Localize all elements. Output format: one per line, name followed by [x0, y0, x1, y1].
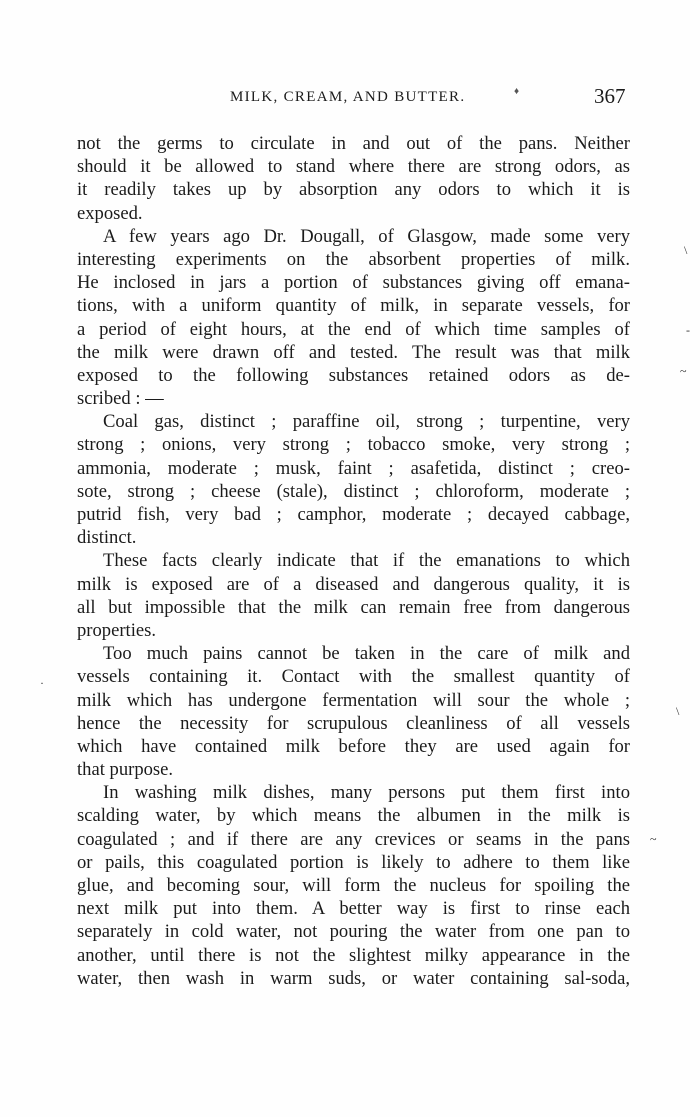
text-line: glue, and becoming sour, will form the nucleus for spoiling the — [77, 875, 630, 896]
margin-speck: · — [40, 676, 44, 690]
text-line: In washing milk dishes, many persons put them first into — [103, 782, 630, 804]
text-line: tions, with a uniform quantity of milk, in separate vessels, for — [77, 295, 630, 317]
text-line: not the germs to circulate in and out of the pans. Neither — [77, 133, 630, 154]
text-line: milk is exposed are of a diseased and dangerous quality, it is — [77, 573, 630, 595]
text-line: These facts clearly indicate that if the emanations to which — [103, 550, 630, 572]
text-line: scalding water, by which means the albumen in the milk is — [77, 805, 630, 827]
text-line: ammonia, moderate ; musk, faint ; asafetida, distinct ; creo- — [77, 457, 630, 479]
text-line: hence the necessity for scrupulous cleanliness of all vessels — [77, 712, 630, 734]
running-title: MILK, CREAM, AND BUTTER. — [230, 89, 466, 105]
text-line: another, until there is not the slightest milky appearance in the — [77, 944, 630, 966]
text-line: sote, strong ; cheese (stale), distinct ; chloroform, moderate ; — [77, 480, 630, 502]
text-line: separately in cold water, not pouring the water from one pan to — [77, 921, 630, 943]
text-line: interesting experiments on the absorbent properties of milk. — [77, 248, 630, 270]
text-line: coagulated ; and if there are any crevices or seams in the pans — [77, 828, 630, 850]
text-line: a period of eight hours, at the end of which time samples of — [77, 318, 630, 340]
text-line: distinct. — [77, 527, 137, 549]
ink-speck: ♦ — [514, 86, 520, 97]
text-line: putrid fish, very bad ; camphor, moderate ; decayed cabbage, — [77, 504, 630, 525]
text-line: should it be allowed to stand where there are strong odors, as — [77, 156, 630, 178]
text-line: A few years ago Dr. Dougall, of Glasgow, made some very — [103, 225, 630, 247]
text-line: water, then wash in warm suds, or water containing sal-soda, — [77, 967, 630, 989]
text-line: all but impossible that the milk can remain free from dangerous — [77, 596, 630, 618]
text-line: Too much pains cannot be taken in the care of milk and — [103, 643, 630, 665]
text-line: strong ; onions, very strong ; tobacco smoke, very strong ; — [77, 434, 630, 456]
text-line: scribed : — — [77, 388, 164, 410]
text-line: milk which has undergone fermentation will sour the whole ; — [77, 689, 630, 711]
text-line: properties. — [77, 619, 156, 641]
text-line: vessels containing it. Contact with the smallest quantity of — [77, 666, 630, 688]
body-text — [77, 132, 630, 990]
text-line: Coal gas, distinct ; paraffine oil, strong ; turpentine, very — [103, 411, 630, 433]
page-number: 367 — [594, 84, 626, 108]
text-line: exposed to the following substances retained odors as de- — [77, 364, 630, 386]
text-line: the milk were drawn off and tested. The result was that milk — [77, 341, 630, 363]
text-line: that purpose. — [77, 759, 174, 781]
margin-speck: ~ — [650, 832, 657, 846]
text-line: it readily takes up by absorption any odors to which it is — [77, 179, 630, 201]
margin-speck: - — [686, 323, 690, 337]
text-line: exposed. — [77, 202, 143, 224]
margin-speck: \ — [684, 243, 688, 257]
text-line: which have contained milk before they are used again for — [77, 735, 630, 757]
text-line: or pails, this coagulated portion is likely to adhere to them like — [77, 851, 630, 873]
text-line: He inclosed in jars a portion of substances giving off emana- — [77, 272, 630, 294]
text-line: next milk put into them. A better way is first to rinse each — [77, 898, 630, 920]
margin-speck: \ — [676, 704, 680, 718]
margin-speck: ~ — [680, 364, 687, 378]
